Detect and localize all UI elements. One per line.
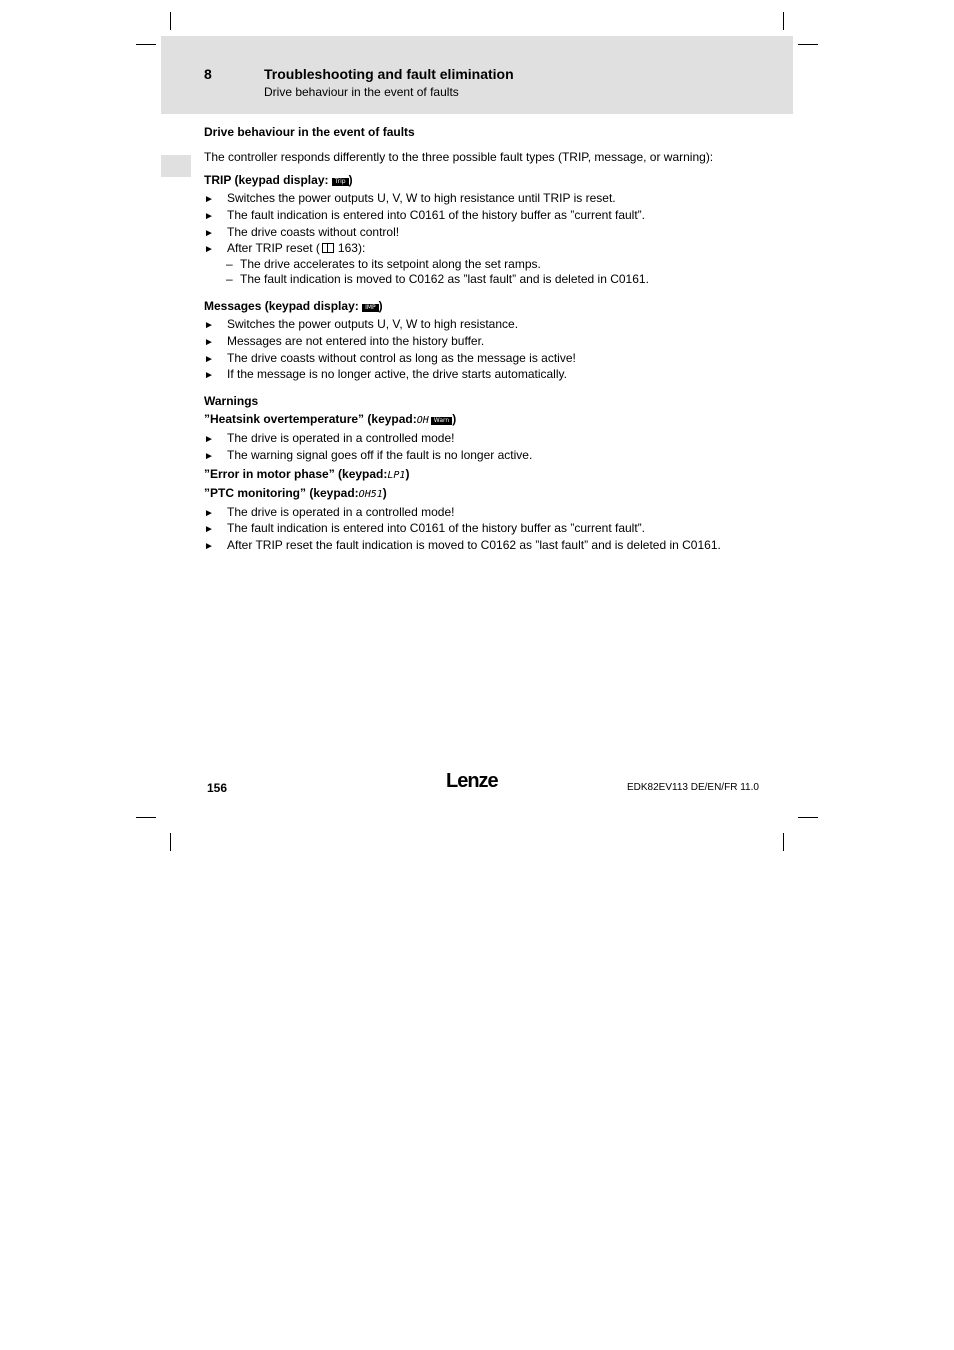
list-item [204, 191, 616, 205]
crop-mark [136, 44, 156, 45]
warn-display-icon: Warn [431, 417, 452, 425]
chapter-title: Troubleshooting and fault elimination [264, 66, 514, 82]
list-item-text: The fault indication is entered into C0161 of the history buffer as ”current fault”. [227, 208, 646, 222]
sub-list-item-text: The drive accelerates to its setpoint along the set ramps. [240, 257, 541, 271]
bullet-arrow-icon: ► [204, 451, 214, 462]
list-item-text: The warning signal goes off if the fault is no longer active. [227, 448, 533, 462]
trip-heading [204, 173, 353, 187]
trip-heading-text: TRIP (keypad display: [204, 173, 332, 187]
bullet-arrow-icon: ► [204, 228, 214, 239]
lenze-logo: Lenze [446, 770, 498, 792]
bullet-arrow-icon: ► [204, 541, 214, 552]
list-item-text: The drive coasts without control! [227, 225, 400, 239]
messages-display-icon: IMP [362, 304, 379, 312]
page-number: 156 [207, 781, 228, 795]
motor-phase-heading-close: ) [405, 467, 410, 481]
crop-mark [783, 833, 784, 851]
page-reference[interactable]: 163 [337, 241, 358, 255]
intro-paragraph: The controller responds differently to the three possible fault types (TRIP, message, or warning): [204, 150, 714, 164]
heatsink-heading-close: ) [452, 412, 457, 426]
ptc-heading-text: ”PTC monitoring” (keypad: [204, 486, 359, 500]
crop-mark [136, 817, 156, 818]
heatsink-heading [204, 412, 456, 426]
bullet-arrow-icon: ► [204, 354, 214, 365]
list-item [204, 225, 399, 239]
warnings-heading: Warnings [204, 394, 259, 408]
bullet-arrow-icon: ► [204, 211, 214, 222]
messages-heading-close: ) [378, 299, 383, 313]
crop-mark [170, 12, 171, 30]
crop-mark [798, 44, 818, 45]
list-item-text: Switches the power outputs U, V, W to high resistance. [227, 317, 519, 331]
ptc-code: OH51 [358, 489, 383, 500]
list-item [204, 317, 518, 331]
document-id: EDK82EV113 DE/EN/FR 11.0 [627, 782, 759, 793]
list-item-text: The drive coasts without control as long as the message is active! [227, 351, 576, 365]
heatsink-code: OH [416, 415, 429, 426]
trip-heading-close: ) [348, 173, 353, 187]
list-item-text: The drive is operated in a controlled mode! [227, 505, 455, 519]
bullet-arrow-icon: ► [204, 508, 214, 519]
side-tab-marker [161, 155, 191, 177]
chapter-number: 8 [204, 66, 212, 82]
trip-display-icon: Trip [332, 178, 349, 186]
bullet-arrow-icon: ► [204, 370, 214, 381]
list-item [204, 351, 576, 365]
list-item [204, 448, 532, 462]
sub-list-item-text: The fault indication is moved to C0162 as ”last fault” and is deleted in C0161. [240, 272, 649, 286]
motor-phase-code: LP1 [387, 470, 406, 481]
list-item-text: The fault indication is entered into C0161 of the history buffer as ”current fault”. [227, 521, 646, 535]
reset-text: After TRIP reset ( [227, 241, 320, 255]
list-item [204, 521, 645, 535]
bullet-arrow-icon: ► [204, 244, 214, 255]
list-item-text: After TRIP reset the fault indication is moved to C0162 as ”last fault” and is deleted in C0161. [227, 538, 721, 552]
chapter-subtitle: Drive behaviour in the event of faults [264, 85, 459, 99]
list-item-text: Switches the power outputs U, V, W to high resistance until TRIP is reset. [227, 191, 616, 205]
motor-phase-heading [204, 467, 409, 481]
crop-mark [783, 12, 784, 30]
crop-mark [170, 833, 171, 851]
section-heading: Drive behaviour in the event of faults [204, 125, 415, 139]
list-item [204, 431, 454, 445]
crop-mark [798, 817, 818, 818]
bullet-arrow-icon: ► [204, 434, 214, 445]
bullet-arrow-icon: ► [204, 320, 214, 331]
messages-heading [204, 299, 383, 313]
bullet-arrow-icon: ► [204, 524, 214, 535]
list-item-text: The drive is operated in a controlled mode! [227, 431, 455, 445]
list-item [204, 241, 365, 255]
heatsink-heading-text: ”Heatsink overtemperature” (keypad: [204, 412, 417, 426]
ptc-heading-close: ) [382, 486, 387, 500]
reset-text-close: ): [357, 241, 366, 255]
list-item-text: If the message is no longer active, the drive starts automatically. [227, 367, 567, 381]
list-item [204, 208, 645, 222]
list-item [204, 505, 454, 519]
list-item-text: Messages are not entered into the history buffer. [227, 334, 485, 348]
bullet-arrow-icon: ► [204, 194, 214, 205]
list-item [204, 367, 567, 381]
messages-heading-text: Messages (keypad display: [204, 299, 363, 313]
sub-list-item [226, 272, 649, 286]
book-reference-icon [322, 243, 334, 253]
dash-icon: – [226, 257, 233, 271]
dash-icon: – [226, 272, 233, 286]
list-item [204, 334, 484, 348]
ptc-heading [204, 486, 387, 500]
motor-phase-heading-text: ”Error in motor phase” (keypad: [204, 467, 388, 481]
bullet-arrow-icon: ► [204, 337, 214, 348]
sub-list-item [226, 257, 541, 271]
list-item [204, 538, 721, 552]
